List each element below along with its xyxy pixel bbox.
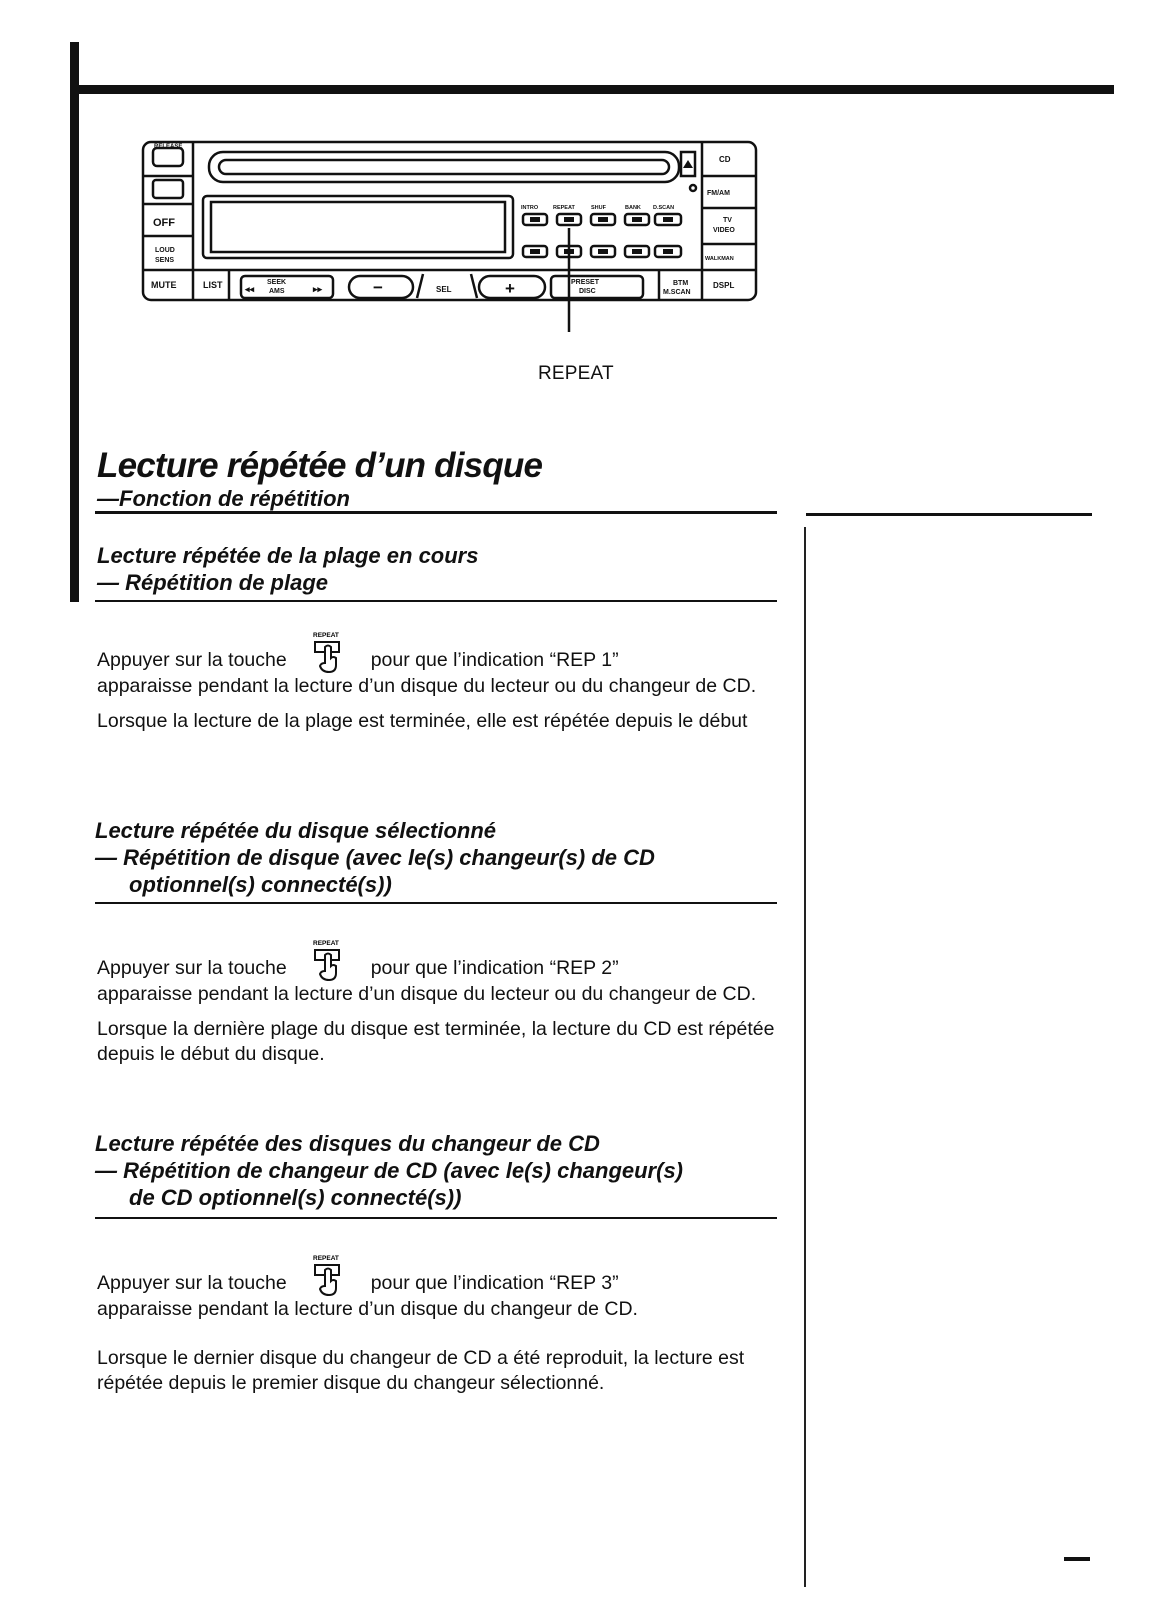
panel-list: LIST bbox=[203, 280, 223, 290]
section-1-heading bbox=[97, 542, 478, 596]
panel-repeat: REPEAT bbox=[553, 205, 575, 211]
repeat-button-icon bbox=[305, 630, 351, 674]
page-number-mark bbox=[1064, 1557, 1090, 1561]
panel-preset: PRESET bbox=[571, 279, 600, 286]
top-rule bbox=[72, 85, 1114, 94]
section-3-rule bbox=[95, 1217, 777, 1219]
panel-bank: BANK bbox=[625, 205, 641, 211]
section-3-heading-line2: — Répétition de changeur de CD (avec le(s) changeur(s) bbox=[95, 1158, 684, 1183]
panel-shuf: SHUF bbox=[591, 205, 606, 211]
repeat-icon-label: REPEAT bbox=[312, 940, 339, 947]
repeat-callout-label: REPEAT bbox=[538, 363, 614, 384]
panel-plus: + bbox=[505, 279, 515, 298]
section-3-press-after: pour que l’indication “REP 3” bbox=[370, 1272, 619, 1294]
section-2-press-after: pour que l’indication “REP 2” bbox=[370, 957, 619, 979]
panel-tv: TV bbox=[723, 217, 732, 224]
column-divider bbox=[804, 527, 806, 1587]
repeat-button-icon bbox=[305, 938, 351, 982]
section-2-press bbox=[97, 938, 797, 1007]
panel-seek: SEEK bbox=[267, 279, 287, 286]
section-3-press-before: Appuyer sur la touche bbox=[97, 1272, 287, 1294]
section-2-body bbox=[97, 938, 797, 1067]
stereo-front-panel bbox=[141, 140, 770, 332]
svg-text:◂◂: ◂◂ bbox=[245, 284, 255, 294]
section-1-rule bbox=[95, 600, 777, 602]
repeat-icon-label: REPEAT bbox=[312, 1255, 339, 1262]
panel-fmam: FM/AM bbox=[707, 190, 730, 197]
page-title: Lecture répétée d’un disque bbox=[97, 446, 543, 485]
repeat-button-icon bbox=[305, 1253, 351, 1297]
panel-sens: SENS bbox=[155, 257, 175, 264]
section-3-heading-line3: de CD optionnel(s) connecté(s)) bbox=[129, 1185, 462, 1210]
section-2-heading bbox=[95, 817, 655, 898]
panel-sel: SEL bbox=[436, 285, 452, 294]
section-2-heading-line1: Lecture répétée du disque sélectionné bbox=[95, 818, 497, 843]
panel-dscan: D.SCAN bbox=[653, 205, 675, 211]
panel-btm: BTM bbox=[673, 280, 689, 287]
panel-cd: CD bbox=[719, 155, 731, 164]
panel-ams: AMS bbox=[269, 288, 285, 295]
section-3-heading bbox=[95, 1130, 683, 1211]
section-2-press-before: Appuyer sur la touche bbox=[97, 957, 287, 979]
svg-text:▸▸: ▸▸ bbox=[313, 284, 323, 294]
title-rule-right bbox=[806, 513, 1092, 516]
section-2-heading-line3: optionnel(s) connecté(s)) bbox=[129, 872, 392, 897]
panel-release: RELEASE bbox=[154, 144, 183, 150]
panel-off: OFF bbox=[153, 217, 175, 229]
panel-mscan: M.SCAN bbox=[663, 289, 691, 296]
panel-intro: INTRO bbox=[521, 205, 539, 211]
panel-mute: MUTE bbox=[151, 280, 177, 290]
section-1-press bbox=[97, 630, 797, 699]
section-1-heading-line2: — Répétition de plage bbox=[97, 570, 329, 595]
section-3-body bbox=[97, 1253, 797, 1396]
section-3-press bbox=[97, 1253, 797, 1322]
panel-dspl: DSPL bbox=[713, 281, 735, 290]
panel-walkman: WALKMAN bbox=[705, 256, 734, 262]
panel-video: VIDEO bbox=[713, 227, 735, 234]
panel-disc: DISC bbox=[579, 288, 596, 295]
repeat-icon-label: REPEAT bbox=[312, 632, 339, 639]
left-margin-bar bbox=[70, 42, 79, 602]
section-2-heading-line2: — Répétition de disque (avec le(s) changeur(s) de CD bbox=[95, 845, 655, 870]
section-2-note: Lorsque la dernière plage du disque est terminée, la lecture du CD est répétée depuis le début du disque. bbox=[97, 1018, 775, 1065]
section-1-press-rest: apparaisse pendant la lecture d’un disque du lecteur ou du changeur de CD. bbox=[97, 675, 757, 697]
section-1-note: Lorsque la lecture de la plage est terminée, elle est répétée depuis le début bbox=[97, 710, 748, 732]
section-1-body bbox=[97, 630, 797, 734]
section-2-rule bbox=[95, 902, 777, 904]
section-3-heading-line1: Lecture répétée des disques du changeur de CD bbox=[95, 1131, 600, 1156]
section-3-note: Lorsque le dernier disque du changeur de CD a été reproduit, la lecture est répétée depuis le premier disque du changeur sélectionné. bbox=[97, 1347, 745, 1394]
page-subtitle: —Fonction de répétition bbox=[97, 486, 350, 511]
section-2-press-rest: apparaisse pendant la lecture d’un disque du lecteur ou du changeur de CD. bbox=[97, 983, 757, 1005]
section-1-press-before: Appuyer sur la touche bbox=[97, 649, 287, 671]
section-1-press-after: pour que l’indication “REP 1” bbox=[370, 649, 619, 671]
panel-loud: LOUD bbox=[155, 247, 175, 254]
panel-minus: − bbox=[373, 278, 383, 297]
section-3-press-rest: apparaisse pendant la lecture d’un disque du changeur de CD. bbox=[97, 1298, 638, 1320]
section-1-heading-line1: Lecture répétée de la plage en cours bbox=[97, 543, 479, 568]
